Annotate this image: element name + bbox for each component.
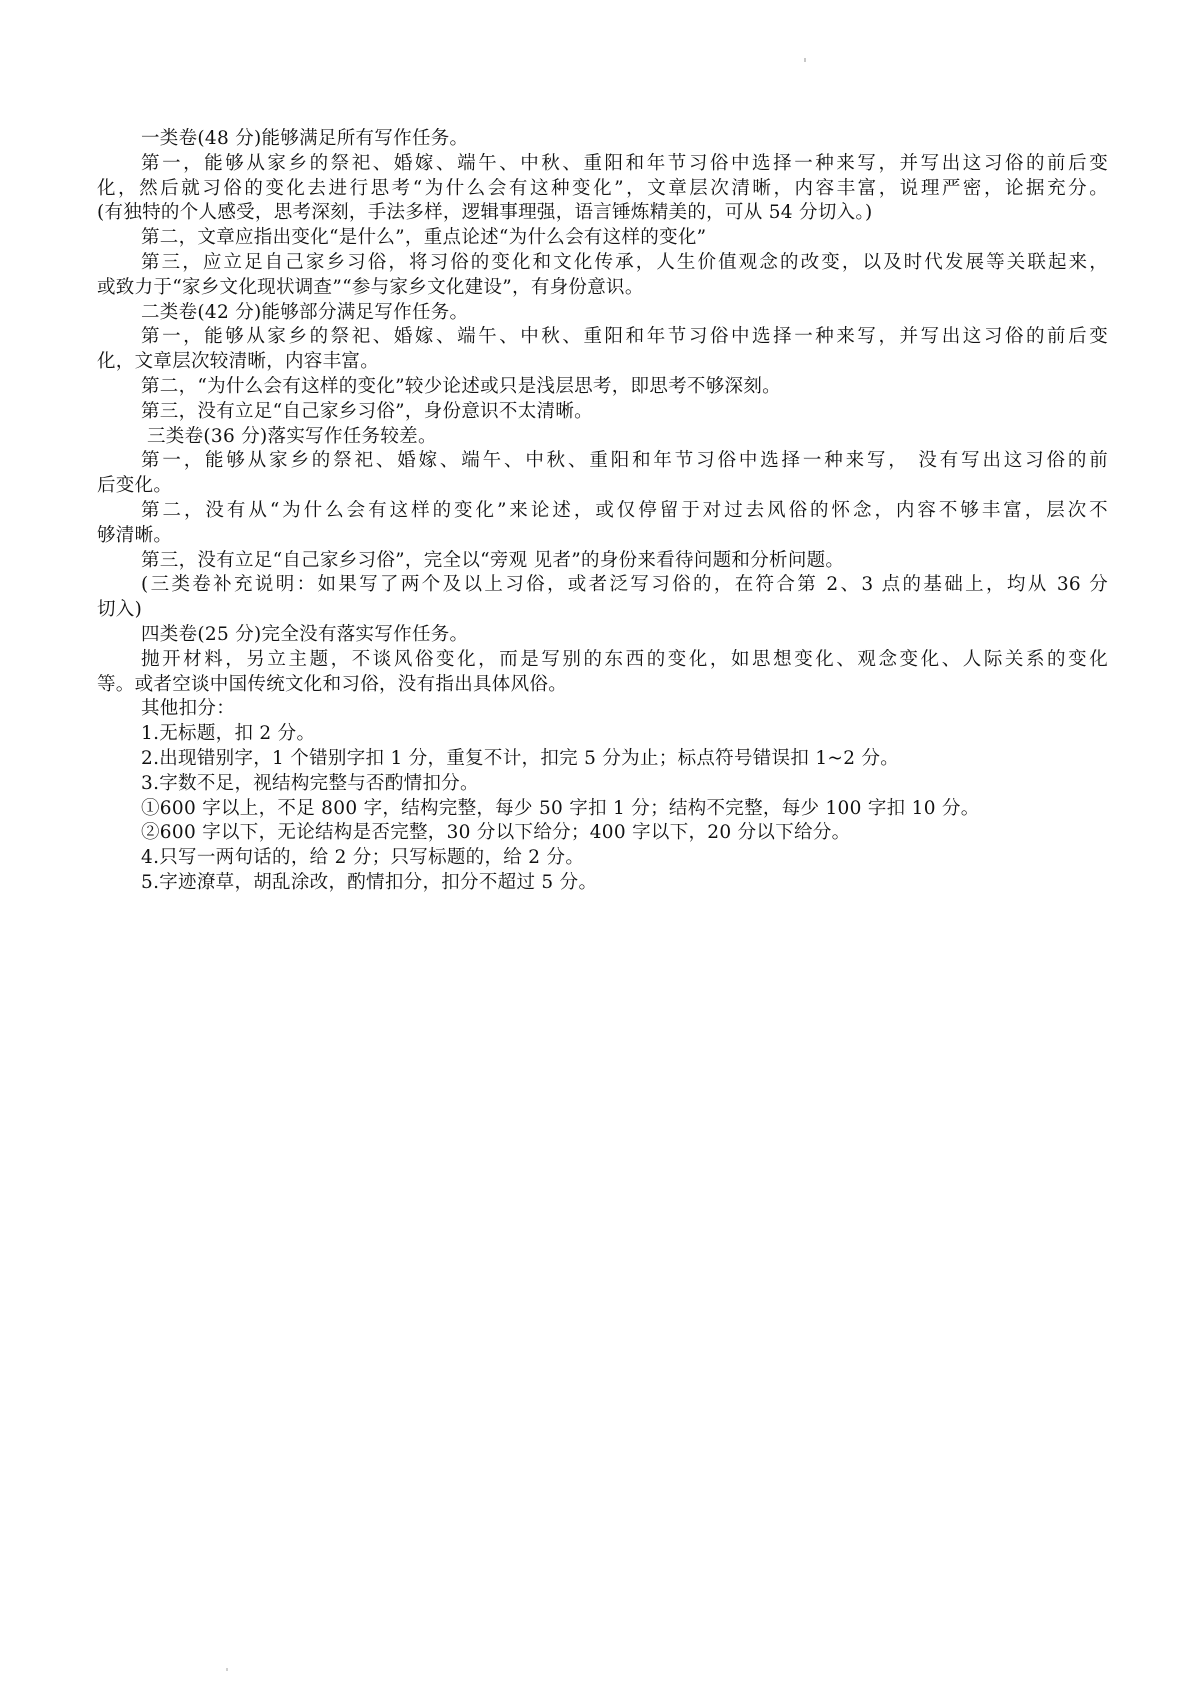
- text-line: 等。或者空谈中国传统文化和习俗，没有指出具体风俗。: [97, 673, 568, 695]
- text-line: 1.无标题，扣 2 分。: [141, 723, 316, 745]
- text-line: ②600 字以下，无论结构是否完整，30 分以下给分；400 字以下，20 分以下给分。: [141, 822, 851, 844]
- scan-speck: [226, 1668, 228, 1671]
- text-line: 第二，“为什么会有这样的变化”较少论述或只是浅层思考，即思考不够深刻。: [141, 375, 781, 397]
- text-line: 5.字迹潦草，胡乱涂改，酌情扣分，扣分不超过 5 分。: [141, 871, 598, 893]
- text-line: 二类卷(42 分)能够部分满足写作任务。: [141, 301, 469, 323]
- text-line: 第一，能够从家乡的祭祀、婚嫁、端午、中秋、重阳和年节习俗中选择一种来写， 没有写出这习俗的前: [141, 450, 1108, 472]
- text-line: 第三，应立足自己家乡习俗，将习俗的变化和文化传承，人生价值观念的改变，以及时代发展等关联起来，: [141, 251, 1108, 273]
- text-line: 化，文章层次较清晰，内容丰富。: [97, 351, 380, 373]
- text-line: 化，然后就习俗的变化去进行思考“为什么会有这种变化”，文章层次清晰，内容丰富，说理严密，论据充分。: [97, 177, 1108, 199]
- scoring-rubric-body: [97, 127, 1108, 896]
- text-line: 第三，没有立足“自己家乡习俗”，完全以“旁观 见者”的身份来看待问题和分析问题。: [141, 549, 845, 571]
- text-line: 三类卷(36 分)落实写作任务较差。: [147, 425, 437, 447]
- text-line: 4.只写一两句话的，给 2 分；只写标题的，给 2 分。: [141, 847, 585, 869]
- text-line: 或致力于“家乡文化现状调查”“参与家乡文化建设”，有身份意识。: [97, 276, 644, 298]
- text-line: 3.字数不足，视结构完整与否酌情扣分。: [141, 772, 479, 794]
- text-line: (有独特的个人感受，思考深刻，手法多样，逻辑事理强，语言锤炼精美的，可从 54 分切入。): [97, 202, 873, 224]
- text-line: ①600 字以上，不足 800 字，结构完整，每少 50 字扣 1 分；结构不完整，每少 100 字扣 10 分。: [141, 797, 980, 819]
- text-line: 第一，能够从家乡的祭祀、婚嫁、端午、中秋、重阳和年节习俗中选择一种来写，并写出这习俗的前后变: [141, 326, 1108, 348]
- text-line: 后变化。: [97, 475, 173, 497]
- text-line: 2.出现错别字，1 个错别字扣 1 分，重复不计，扣完 5 分为止；标点符号错误扣 1~2 分。: [141, 747, 900, 769]
- text-line: 四类卷(25 分)完全没有落实写作任务。: [141, 623, 469, 645]
- scan-speck: [804, 58, 806, 62]
- text-line: 一类卷(48 分)能够满足所有写作任务。: [141, 128, 469, 149]
- text-line: 第二，文章应指出变化“是什么”，重点论述“为什么会有这样的变化”: [141, 227, 707, 249]
- text-line: 够清晰。: [97, 524, 173, 546]
- text-line: 第三，没有立足“自己家乡习俗”，身份意识不太清晰。: [141, 400, 593, 422]
- text-line: 第二，没有从“为什么会有这样的变化”来论述，或仅停留于对过去风俗的怀念，内容不够丰富，层次不: [141, 499, 1108, 521]
- text-line: (三类卷补充说明：如果写了两个及以上习俗，或者泛写习俗的，在符合第 2、3 点的基础上，均从 36 分: [141, 574, 1108, 596]
- text-line: 其他扣分：: [141, 698, 236, 720]
- text-line: 抛开材料，另立主题，不谈风俗变化，而是写别的东西的变化，如思想变化、观念变化、人际关系的变化: [141, 648, 1108, 670]
- text-line: 切入): [97, 599, 143, 621]
- text-line: 第一，能够从家乡的祭祀、婚嫁、端午、中秋、重阳和年节习俗中选择一种来写，并写出这习俗的前后变: [141, 152, 1108, 174]
